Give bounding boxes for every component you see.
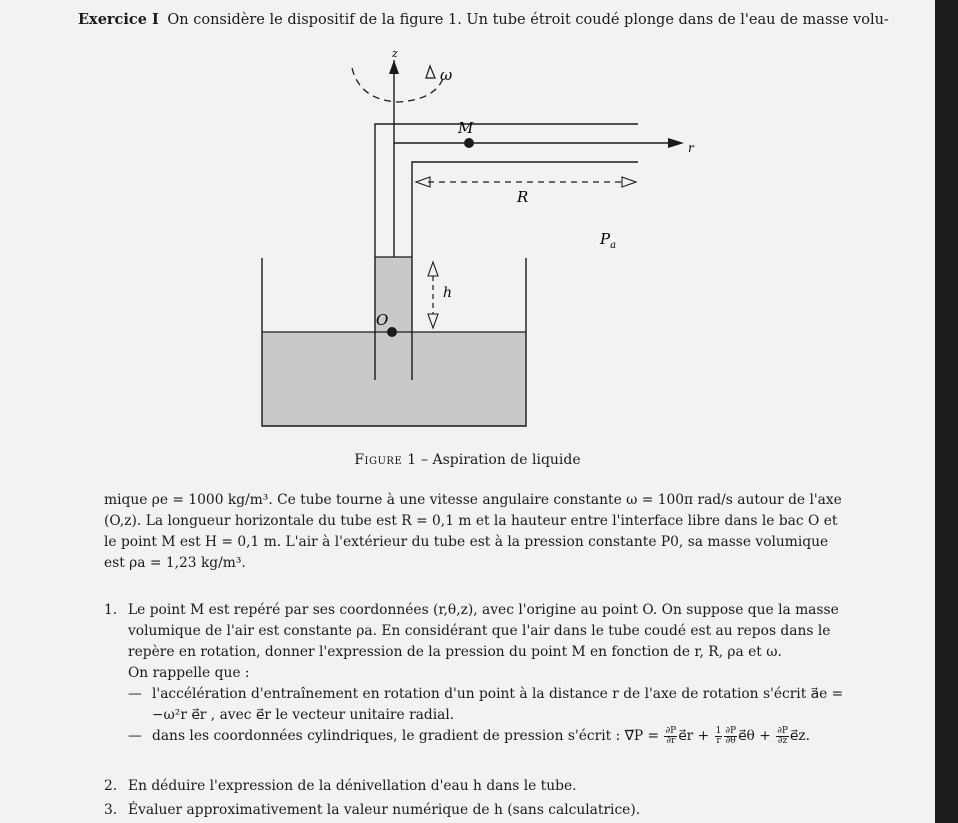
- q1-line-1: Le point M est repéré par ses coordonnées (r,θ,z), avec l'origine au point O. On suppose que la masse: [128, 602, 839, 618]
- fraction-dP-dr: $\frac{\partial P}{\partial r}$: [665, 726, 677, 746]
- reminder-2-text: dans les coordonnées cylindriques, le gradient de pression s'écrit : ∇⃗P =: [152, 728, 660, 744]
- h-label: h: [443, 285, 453, 301]
- statement-line-1: mique ρe = 1000 kg/m³. Ce tube tourne à une vitesse angulaire constante ω = 100π rad/s autour de l'axe: [104, 492, 842, 508]
- h-arrow-down: [428, 314, 438, 328]
- r-label: r: [688, 141, 694, 155]
- q1-line-3: repère en rotation, donner l'expression de la pression du point M en fonction de r, R, ρa et ω.: [128, 644, 782, 660]
- reminder-item-1: [128, 684, 894, 726]
- point-M: [464, 138, 474, 148]
- caption-separator: –: [416, 452, 433, 468]
- r-axis-arrowhead: [668, 138, 684, 148]
- z-axis-arrowhead: [389, 60, 399, 74]
- question-number: 3.: [104, 802, 118, 818]
- h-arrow-up: [428, 262, 438, 276]
- z-label: z: [392, 47, 398, 60]
- caption-prefix: Figure 1: [354, 452, 417, 468]
- fraction-dP-dz: $\frac{\partial P}{\partial z}$: [777, 726, 788, 746]
- fraction-1-over-r: $\frac{1}{r}$: [715, 726, 722, 746]
- vector-er: e⃗r +: [678, 728, 710, 744]
- statement-line-2: (O,z). La longueur horizontale du tube est R = 0,1 m et la hauteur entre l'interface libre dans le bac O et: [104, 513, 838, 529]
- R-arrow-right: [622, 177, 636, 187]
- omega-label: ω: [440, 66, 453, 84]
- caption-text: Aspiration de liquide: [432, 452, 581, 468]
- question-3: [104, 800, 894, 821]
- statement-paragraph: [104, 490, 892, 574]
- reminder-1-line-b: −ω²r e⃗r , avec e⃗r le vecteur unitaire radial.: [152, 707, 455, 723]
- figure-caption: [0, 452, 935, 468]
- question-2: [104, 776, 894, 797]
- O-label: O: [376, 311, 389, 329]
- exercise-label: Exercice I: [78, 11, 159, 28]
- statement-line-3: le point M est H = 0,1 m. L'air à l'extérieur du tube est à la pression constante P0, sa masse volumique: [104, 534, 829, 550]
- reminder-1-line-a: l'accélération d'entraînement en rotation d'un point à la distance r de l'axe de rotation s'écrit a⃗e =: [152, 686, 844, 702]
- vector-etheta: e⃗θ +: [738, 728, 771, 744]
- reminder-item-2: [128, 726, 894, 747]
- Pa-label: $P_a$: [600, 230, 617, 251]
- point-O: [387, 327, 397, 337]
- reminder-dash: —: [128, 728, 142, 744]
- M-label: M: [458, 119, 474, 137]
- omega-arrowhead: [426, 66, 435, 78]
- R-arrow-left: [416, 177, 430, 187]
- vector-ez: e⃗z.: [789, 728, 811, 744]
- exercise-intro: On considère le dispositif de la figure 1. Un tube étroit coudé plonge dans de l'eau de masse volu-: [167, 12, 889, 28]
- q1-line-2: volumique de l'air est constante ρa. En considérant que l'air dans le tube coudé est au repos dans le: [128, 623, 831, 639]
- q3-text: Évaluer approximativement la valeur numérique de h (sans calculatrice).: [128, 802, 641, 818]
- question-1: [104, 600, 894, 747]
- statement-line-4: est ρa = 1,23 kg/m³.: [104, 555, 246, 571]
- q1-line-4: On rappelle que :: [128, 665, 250, 681]
- q2-text: En déduire l'expression de la dénivellation d'eau h dans le tube.: [128, 778, 577, 794]
- reminder-dash: —: [128, 686, 142, 702]
- fraction-dP-dtheta: $\frac{\partial P}{\partial\theta}$: [725, 726, 737, 746]
- question-number: 2.: [104, 778, 118, 794]
- tank-water: [262, 332, 526, 426]
- question-number: 1.: [104, 602, 118, 618]
- R-label: R: [517, 188, 529, 206]
